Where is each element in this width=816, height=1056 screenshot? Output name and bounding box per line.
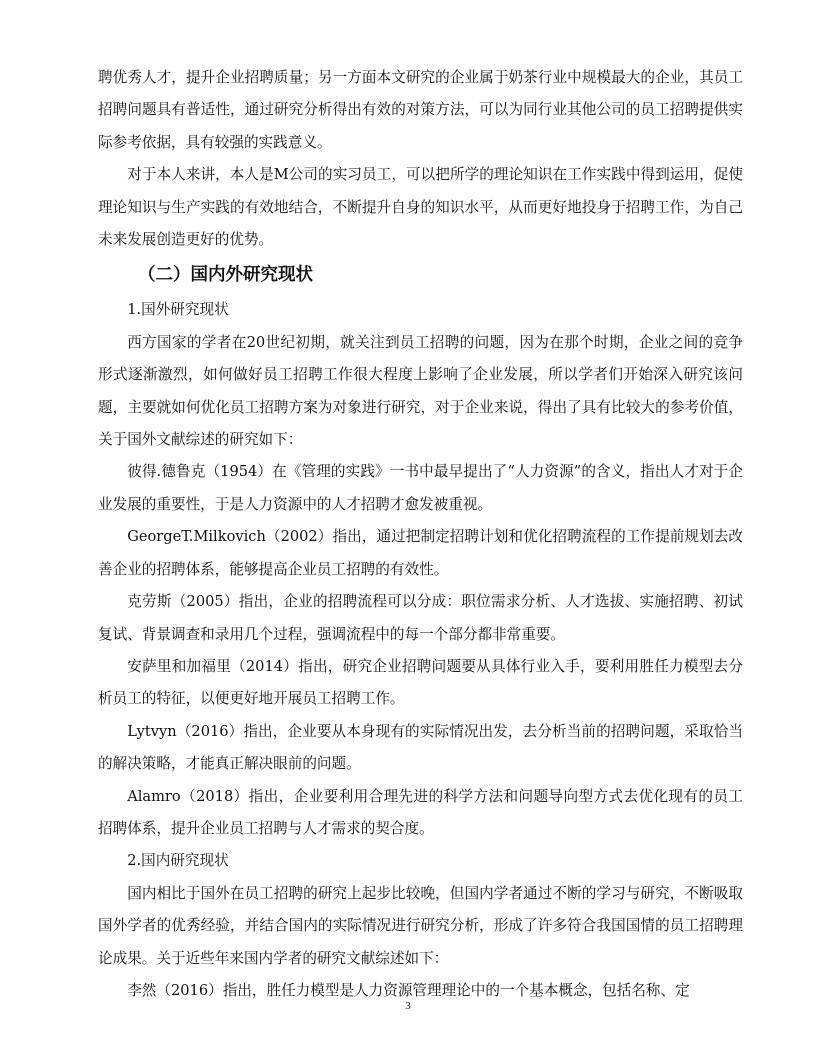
body-paragraph: 李然（2016）指出，胜任力模型是人力资源管理理论中的一个基本概念，包括名称、定 xyxy=(127,981,690,999)
body-paragraph: 对于本人来讲，本人是M公司的实习员工，可以把所学的理论知识在工作实践中得到运用，促使理论知识与生产实践的有效地结合，不断提升自身的知识水平，从而更好地投身于招聘工作，为自己未来发展创造更好的优势。 xyxy=(98,166,743,249)
body-paragraph: Alamro（2018）指出，企业要利用合理先进的科学方法和问题导向型方式去优化现有的员工招聘体系，提升企业员工招聘与人才需求的契合度。 xyxy=(98,787,743,837)
body-paragraph: GeorgeT.Milkovich（2002）指出，通过把制定招聘计划和优化招聘流程的工作提前规划去改善企业的招聘体系，能够提高企业员工招聘的有效性。 xyxy=(98,528,743,578)
page-number: 3 xyxy=(405,1000,411,1012)
page-body xyxy=(98,62,743,1007)
body-paragraph: 聘优秀人才，提升企业招聘质量；另一方面本文研究的企业属于奶茶行业中规模最大的企业，其员工招聘问题具有普适性，通过研究分析得出有效的对策方法，可以为同行业其他公司的员工招聘提供实际参考依据，具有较强的实践意义。 xyxy=(98,69,743,151)
body-paragraph: 安萨里和加福里（2014）指出，研究企业招聘问题要从具体行业入手，要利用胜任力模型去分析员工的特征，以便更好地开展员工招聘工作。 xyxy=(98,657,743,708)
body-paragraph: 彼得.德鲁克（1954）在《管理的实践》一书中最早提出了“人力资源”的含义，指出人才对于企业发展的重要性，于是人力资源中的人才招聘才愈发被重视。 xyxy=(98,463,743,513)
body-paragraph: 克劳斯（2005）指出，企业的招聘流程可以分成：职位需求分析、人才选拔、实施招聘、初试复试、背景调查和录用几个过程，强调流程中的每一个部分都非常重要。 xyxy=(98,593,743,643)
subsection-heading-foreign: 1.国外研究现状 xyxy=(127,301,229,319)
section-heading: （二）国内外研究现状 xyxy=(138,265,313,286)
subsection-heading-domestic: 2.国内研究现状 xyxy=(127,852,229,870)
body-paragraph: Lytvyn（2016）指出，企业要从本身现有的实际情况出发，去分析当前的招聘问题，采取恰当的解决策略，才能真正解决眼前的问题。 xyxy=(98,722,743,773)
body-paragraph: 西方国家的学者在20世纪初期，就关注到员工招聘的问题，因为在那个时期，企业之间的竞争形式逐渐激烈，如何做好员工招聘工作很大程度上影响了企业发展，所以学者们开始深入研究该问题，主要就如何优化员工招聘方案为对象进行研究，对于企业来说，得出了具有比较大的参考价值，关于国外文献综述的研究如下： xyxy=(98,333,743,449)
body-paragraph: 国内相比于国外在员工招聘的研究上起步比较晚，但国内学者通过不断的学习与研究，不断吸取国外学者的优秀经验，并结合国内的实际情况进行研究分析，形成了许多符合我国国情的员工招聘理论成果。关于近些年来国内学者的研究文献综述如下： xyxy=(98,884,743,967)
